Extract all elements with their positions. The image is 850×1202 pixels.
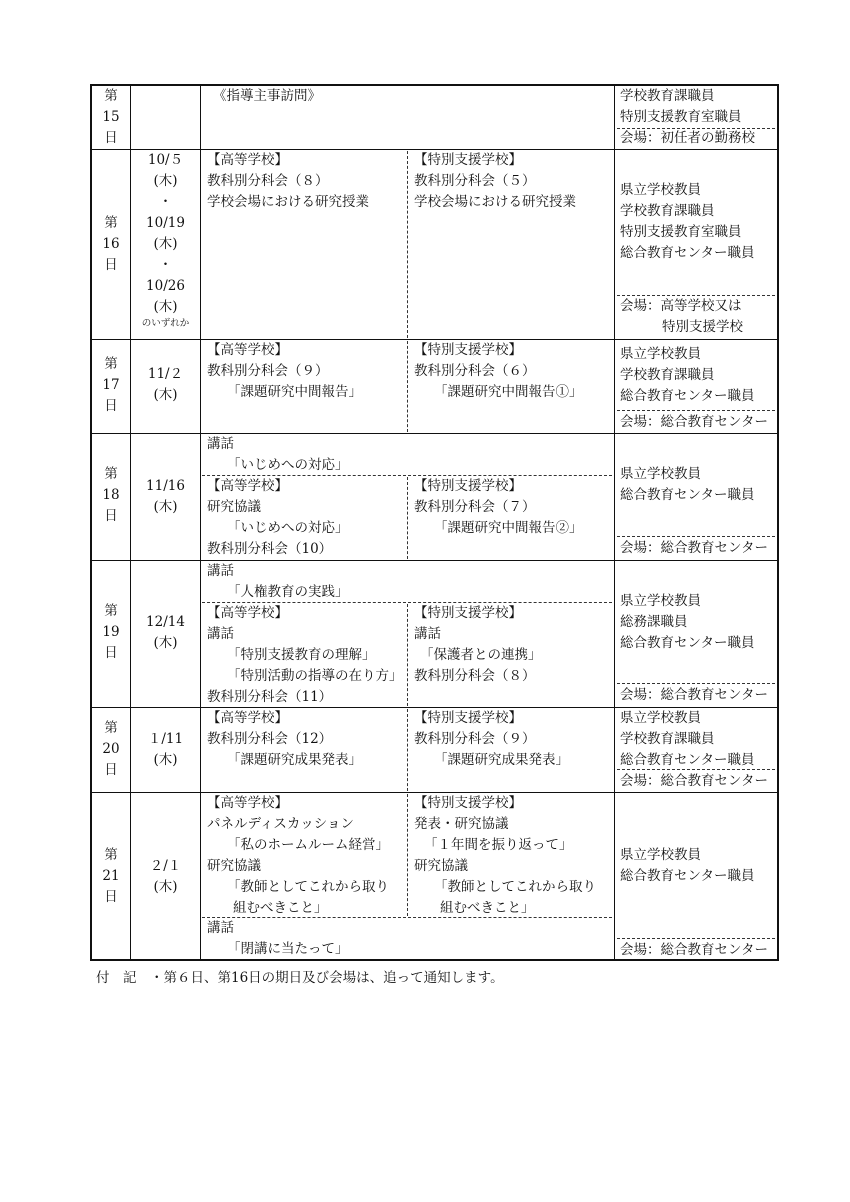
special-school-cell: 【特別支援学校】 教科別分科会（７） 「課題研究中間報告②」 — [414, 478, 583, 536]
day-label: 第 19 日 — [102, 603, 120, 661]
venue-separator — [617, 536, 775, 537]
date: 11/２ (木) — [147, 366, 184, 403]
staff-list: 県立学校教員 総合教育センター職員 — [620, 466, 755, 503]
day-label: 第 17 日 — [102, 356, 120, 414]
school-split — [407, 794, 408, 916]
day-label: 第 16 日 — [102, 215, 120, 273]
venue: 会場：総合教育センター — [620, 773, 768, 789]
venue: 会場：初任者の勤務校 — [620, 130, 755, 146]
high-school-cell: 【高等学校】 研究協議 「いじめへの対応」 教科別分科会（10） — [207, 478, 349, 557]
staff-list: 県立学校教員 学校教育課職員 特別支援教育室職員 総合教育センター職員 — [620, 182, 755, 261]
school-split — [407, 151, 408, 338]
row-divider — [91, 433, 778, 434]
school-split — [407, 604, 408, 706]
visit-title: 《指導主事訪問》 — [213, 88, 321, 104]
col-divider-date — [200, 85, 201, 960]
staff-list: 県立学校教員 総務課職員 総合教育センター職員 — [620, 593, 755, 651]
special-school-cell: 【特別支援学校】 教科別分科会（６） 「課題研究中間報告①」 — [414, 342, 583, 400]
day-label: 第 15 日 — [102, 88, 120, 146]
staff-list: 県立学校教員 学校教育課職員 総合教育センター職員 — [620, 710, 755, 768]
date: 11/16 (木) — [146, 478, 185, 515]
date: 12/14 (木) — [146, 614, 185, 651]
col-divider-staff — [614, 85, 615, 960]
high-school-cell: 【高等学校】 教科別分科会（８） 学校会場における研究授業 — [207, 152, 369, 210]
school-split — [407, 477, 408, 559]
row-divider — [91, 560, 778, 561]
special-school-cell: 【特別支援学校】 講話 「保護者との連携」 教科別分科会（８） — [414, 605, 542, 684]
date-options: 10/５ (木) ・ 10/19 (木) ・ 10/26 (木) のいずれか — [141, 152, 190, 329]
venue: 会場：総合教育センター — [620, 687, 768, 703]
day-label: 第 18 日 — [102, 466, 120, 524]
footnote: 付 記 ・第６日、第16日の期日及び会場は、追って通知します。 — [96, 970, 504, 986]
high-school-cell: 【高等学校】 教科別分科会（12） 「課題研究成果発表」 — [207, 710, 362, 768]
day-label: 第 20 日 — [102, 720, 120, 778]
special-school-cell: 【特別支援学校】 教科別分科会（５） 学校会場における研究授業 — [414, 152, 576, 210]
venue: 会場：高等学校又は 特別支援学校 — [620, 298, 743, 335]
school-split — [407, 709, 408, 791]
venue-separator — [617, 683, 775, 684]
venue-separator — [617, 410, 775, 411]
special-school-cell: 【特別支援学校】 発表・研究協議 「１年間を振り返って」 研究協議 「教師としてこれから取り 組むべきこと」 — [414, 795, 596, 916]
venue: 会場：総合教育センター — [620, 414, 768, 430]
date: ２/１ (木) — [149, 858, 182, 895]
special-school-cell: 【特別支援学校】 教科別分科会（９） 「課題研究成果発表」 — [414, 710, 569, 768]
high-school-cell: 【高等学校】 パネルディスカッション 「私のホームルーム経営」 研究協議 「教師としてこれから取り 組むべきこと」 — [207, 795, 389, 916]
staff-list: 学校教育課職員 特別支援教育室職員 — [620, 88, 742, 125]
venue: 会場：総合教育センター — [620, 942, 768, 958]
lecture-cell: 講話 「いじめへの対応」 — [207, 436, 349, 473]
school-split — [407, 341, 408, 432]
lecture-cell: 講話 「人権教育の実践」 — [207, 563, 349, 600]
staff-list: 県立学校教員 総合教育センター職員 — [620, 847, 755, 884]
staff-list: 県立学校教員 学校教育課職員 総合教育センター職員 — [620, 346, 755, 404]
high-school-cell: 【高等学校】 教科別分科会（９） 「課題研究中間報告」 — [207, 342, 362, 400]
date: １/11 (木) — [147, 731, 184, 768]
venue-separator — [617, 938, 775, 939]
lecture-cell: 講話 「閉講に当たって」 — [207, 920, 349, 957]
day-label: 第 21 日 — [102, 847, 120, 905]
high-school-cell: 【高等学校】 講話 「特別支援教育の理解」 「特別活動の指導の在り方」 教科別分科会（11） — [207, 605, 403, 705]
venue: 会場：総合教育センター — [620, 540, 768, 556]
